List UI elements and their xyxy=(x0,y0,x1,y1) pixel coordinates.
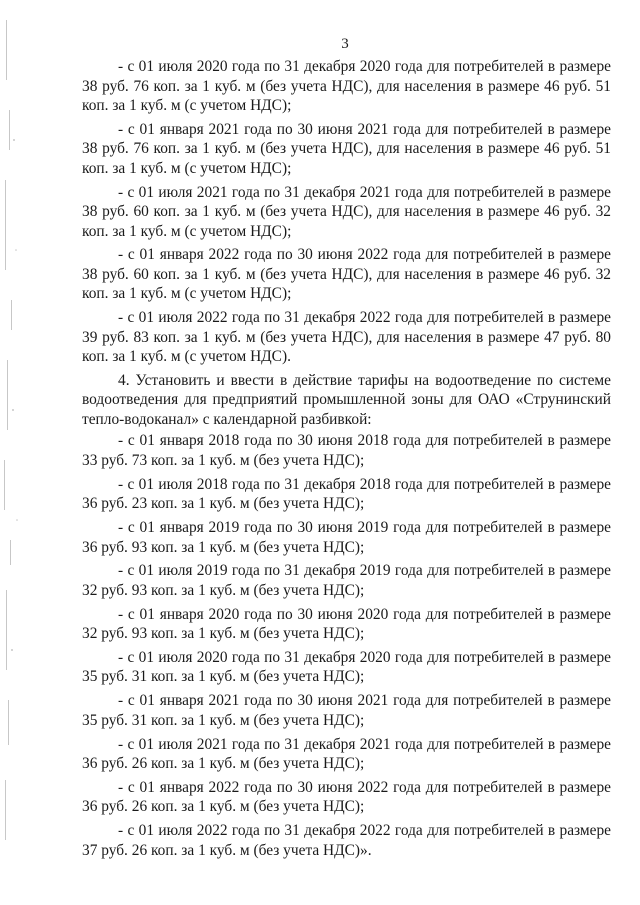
tariff-paragraph: - с 01 июля 2018 года по 31 декабря 2018 года для потребителей в размере 36 руб. 23 коп. за 1 куб. м (без учета НДС); xyxy=(82,475,611,513)
section-paragraph: 4. Установить и ввести в действие тарифы на водоотведение по системе водоотведения для предприятий промышленной зоны для ОАО «Струнинский тепло-водоканал» с календарной разбивкой: xyxy=(82,371,611,428)
tariff-paragraph: - с 01 июля 2020 года по 31 декабря 2020 года для потребителей в размере 38 руб. 76 коп. за 1 куб. м (без учета НДС), для населения в размере 46 руб. 51 коп. за 1 куб. м (с учетом НДС); xyxy=(82,58,611,114)
tariff-paragraph: - с 01 января 2020 года по 30 июня 2020 года для потребителей в размере 32 руб. 93 коп. за 1 куб. м (без учета НДС); xyxy=(82,605,611,643)
document-body xyxy=(82,57,611,864)
tariff-paragraph: - с 01 января 2021 года по 30 июня 2021 года для потребителей в размере 35 руб. 31 коп. за 1 куб. м (без учета НДС); xyxy=(82,692,611,729)
tariff-paragraph: - с 01 июля 2020 года по 31 декабря 2020 года для потребителей в размере 35 руб. 31 коп. за 1 куб. м (без учета НДС); xyxy=(82,648,611,686)
page-number: 3 xyxy=(341,36,349,52)
tariff-paragraph: - с 01 января 2018 года по 30 июня 2018 года для потребителей в размере 33 руб. 73 коп. за 1 куб. м (без учета НДС); xyxy=(82,432,611,469)
tariff-paragraph: - с 01 января 2021 года по 30 июня 2021 года для потребителей в размере 38 руб. 76 коп. за 1 куб. м (без учета НДС), для населения в размере 46 руб. 51 коп. за 1 куб. м (с учетом НДС); xyxy=(82,120,611,177)
tariff-paragraph: - с 01 июля 2019 года по 31 декабря 2019 года для потребителей в размере 32 руб. 93 коп. за 1 куб. м (без учета НДС); xyxy=(82,562,611,599)
tariff-paragraph: - с 01 июля 2022 года по 31 декабря 2022 года для потребителей в размере 39 руб. 83 коп. за 1 куб. м (без учета НДС), для населения в размере 47 руб. 80 коп. за 1 куб. м (с учетом НДС). xyxy=(82,309,611,366)
tariff-paragraph: - с 01 января 2022 года по 30 июня 2022 года для потребителей в размере 38 руб. 60 коп. за 1 куб. м (без учета НДС), для населения в размере 46 руб. 32 коп. за 1 куб. м (с учетом НДС); xyxy=(82,246,611,303)
tariff-paragraph: - с 01 июля 2021 года по 31 декабря 2021 года для потребителей в размере 36 руб. 26 коп. за 1 куб. м (без учета НДС); xyxy=(82,735,611,773)
tariff-paragraph: - с 01 января 2022 года по 30 июня 2022 года для потребителей в размере 36 руб. 26 коп. за 1 куб. м (без учета НДС); xyxy=(82,778,611,816)
scan-edge-artifact xyxy=(0,0,26,905)
tariff-paragraph: - с 01 июля 2022 года по 31 декабря 2022 года для потребителей в размере 37 руб. 26 коп. за 1 куб. м (без учета НДС)». xyxy=(82,822,611,859)
tariff-paragraph: - с 01 января 2019 года по 30 июня 2019 года для потребителей в размере 36 руб. 93 коп. за 1 куб. м (без учета НДС); xyxy=(82,519,611,556)
tariff-paragraph: - с 01 июля 2021 года по 31 декабря 2021 года для потребителей в размере 38 руб. 60 коп. за 1 куб. м (без учета НДС), для населения в размере 46 руб. 32 коп. за 1 куб. м (с учетом НДС); xyxy=(82,183,611,240)
